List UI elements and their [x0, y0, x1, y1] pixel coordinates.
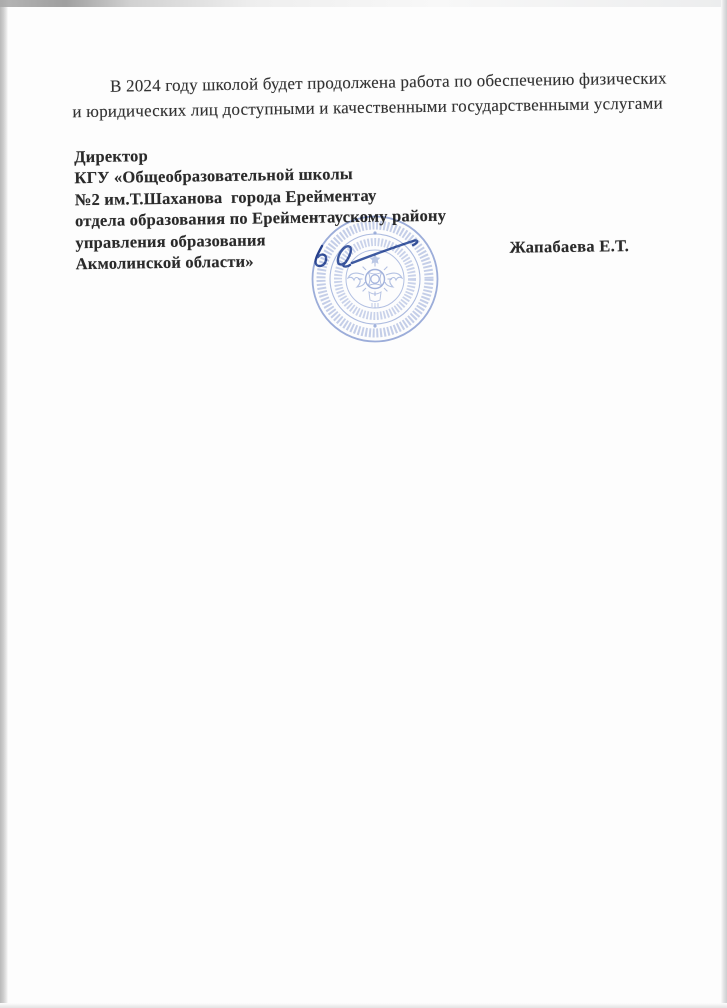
body-paragraph	[72, 65, 679, 124]
signature-block-line: отдела образования по Ерейментаускому району	[74, 205, 447, 231]
signature-block-line: Акмолинской области»	[75, 251, 254, 274]
signature-block-line: КГУ «Общеобразовательной школы	[74, 164, 354, 188]
handwritten-signature	[300, 222, 440, 282]
signer-name: Жапабаева Е.Т.	[509, 236, 630, 257]
signature-block-line: управления образования	[75, 230, 266, 252]
signature-block-line: №2 им.Т.Шаханова города Ерейментау	[74, 185, 377, 210]
paragraph-line-2: и юридических лиц доступными и качественными государственными услугами	[72, 93, 663, 122]
paragraph-line-1: В 2024 году школой будет продолжена работа по обеспечению физических	[109, 68, 667, 96]
signature-block-line: Директор	[73, 146, 149, 167]
